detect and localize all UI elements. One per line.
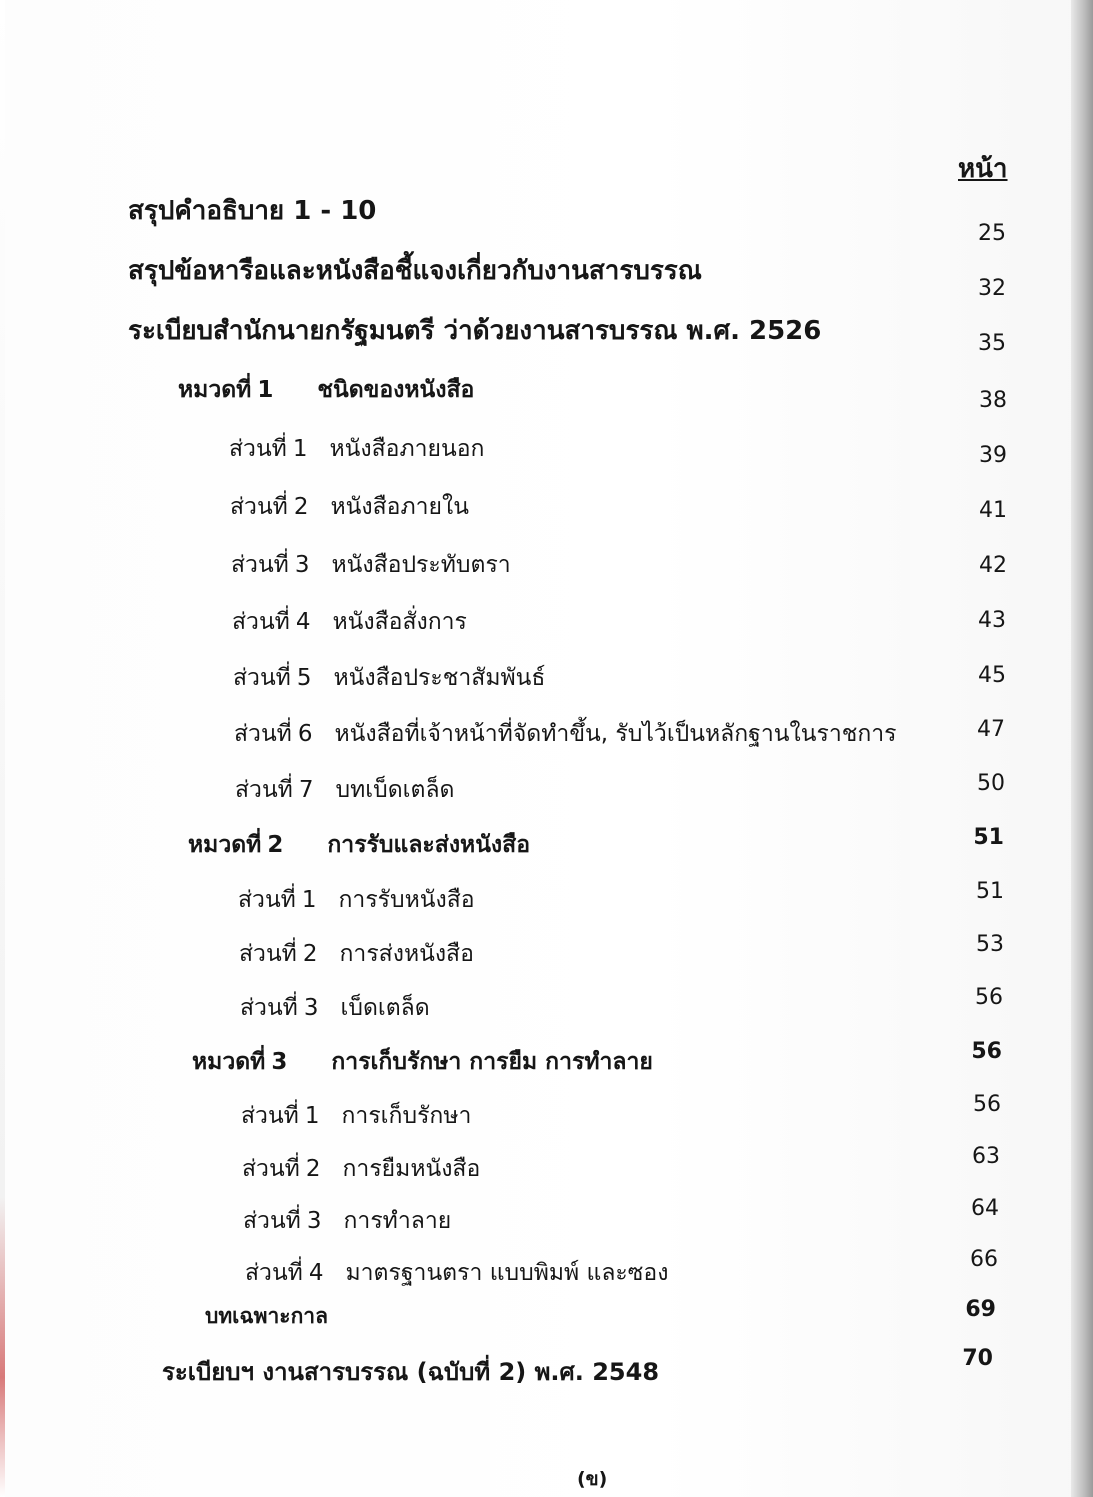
toc-page-number: 70 [962,1346,993,1371]
toc-page-number: 69 [965,1297,996,1322]
section-label: ส่วนที่ [239,941,297,967]
toc-page-number: 53 [976,932,1004,957]
section-number: 7 [298,777,314,803]
section-number: 2 [302,941,318,967]
chapter-number: 2 [267,832,284,858]
section-title: หนังสือที่เจ้าหน้าที่จัดทำขึ้น, รับไว้เป็นหลักฐานในราชการ [334,721,897,747]
section-number: 6 [297,721,313,747]
chapter-title: การรับและส่งหนังสือ [327,832,531,858]
toc-section [242,1151,480,1187]
toc-page-number: 56 [971,1039,1002,1064]
section-number: 2 [305,1156,321,1182]
section-label: ส่วนที่ [234,721,292,747]
chapter-title: การเก็บรักษา การยืม การทำลาย [331,1049,653,1075]
section-title: หนังสือภายใน [330,494,469,520]
section-title: เบ็ดเตล็ด [340,995,430,1021]
toc-section [234,716,897,752]
section-label: ส่วนที่ [230,494,288,520]
toc-entry-transitional: บทเฉพาะกาล [205,1304,328,1328]
toc-page-number: 56 [973,1092,1001,1117]
toc-page-number: 63 [972,1144,1000,1169]
section-number: 1 [304,1103,320,1129]
page-left-edge [0,0,5,1497]
toc-entry-regulation-2548: ระเบียบฯ งานสารบรรณ (ฉบับที่ 2) พ.ศ. 2548 [162,1358,660,1386]
toc-page-number: 41 [979,498,1007,523]
section-label: ส่วนที่ [229,436,287,462]
toc-page-number: 51 [976,879,1004,904]
section-label: ส่วนที่ [232,609,290,635]
toc-section [232,604,467,640]
section-title: การส่งหนังสือ [339,941,474,967]
toc-section [235,772,454,808]
toc-page-number: 35 [978,331,1006,356]
toc-section [245,1255,668,1291]
toc-page-number: 45 [978,663,1006,688]
section-title: หนังสือประทับตรา [331,552,511,578]
toc-page-number: 25 [978,221,1006,246]
chapter-number: 1 [257,377,274,403]
toc-page-number: 32 [978,276,1006,301]
toc-chapter-1 [178,372,474,408]
section-number: 4 [308,1260,324,1286]
section-title: การรับหนังสือ [338,887,475,913]
toc-section [239,936,474,972]
toc-section [240,990,430,1026]
section-number: 3 [294,552,310,578]
section-label: ส่วนที่ [243,1208,301,1234]
page-footer-number: (ข) [577,1468,608,1490]
section-title: บทเบ็ดเตล็ด [335,777,455,803]
toc-entry-summary-explanations: สรุปคำอธิบาย 1 - 10 [128,196,377,226]
toc-page-number: 66 [970,1247,998,1272]
toc-page-number: 47 [977,717,1005,742]
page-column-header: หน้า [958,154,1008,184]
page-right-edge [1071,0,1093,1497]
section-title: หนังสือประชาสัมพันธ์ [333,665,546,691]
section-number: 5 [296,665,312,691]
toc-page-number: 56 [975,985,1003,1010]
section-title: การยืมหนังสือ [342,1156,481,1182]
chapter-title: ชนิดของหนังสือ [317,377,475,403]
toc-section [233,660,545,696]
section-title: การเก็บรักษา [341,1103,472,1129]
toc-page-number: 39 [979,443,1007,468]
section-label: ส่วนที่ [238,887,296,913]
section-number: 2 [293,494,309,520]
chapter-label: หมวดที่ [192,1049,266,1075]
section-number: 3 [306,1208,322,1234]
toc-section [231,547,511,583]
toc-page-number: 51 [973,825,1004,850]
toc-entry-regulation-2526: ระเบียบสำนักนายกรัฐมนตรี ว่าด้วยงานสารบรรณ พ.ศ. 2526 [128,316,822,346]
toc-page-number: 42 [979,553,1007,578]
section-number: 4 [295,609,311,635]
section-label: ส่วนที่ [240,995,298,1021]
toc-section [243,1203,451,1239]
toc-page-number: 64 [971,1196,999,1221]
toc-page-number: 43 [978,608,1006,633]
section-title: มาตรฐานตรา แบบพิมพ์ และซอง [345,1260,669,1286]
chapter-number: 3 [271,1049,288,1075]
toc-page-number: 50 [977,771,1005,796]
section-label: ส่วนที่ [245,1260,303,1286]
toc-section [230,489,469,525]
toc-chapter-2 [188,827,530,863]
chapter-label: หมวดที่ [188,832,262,858]
section-title: หนังสือสั่งการ [332,609,467,635]
section-number: 1 [301,887,317,913]
section-label: ส่วนที่ [235,777,293,803]
section-title: หนังสือภายนอก [329,436,485,462]
section-title: การทำลาย [343,1208,452,1234]
toc-section [241,1098,471,1134]
section-label: ส่วนที่ [241,1103,299,1129]
section-label: ส่วนที่ [233,665,291,691]
toc-entry-summary-consultations: สรุปข้อหารือและหนังสือชี้แจงเกี่ยวกับงานสารบรรณ [128,256,702,286]
toc-section [238,882,475,918]
toc-chapter-3 [192,1044,653,1080]
chapter-label: หมวดที่ [178,377,252,403]
toc-section [229,431,484,467]
section-label: ส่วนที่ [231,552,289,578]
section-number: 3 [303,995,319,1021]
section-label: ส่วนที่ [242,1156,300,1182]
toc-page-number: 38 [979,388,1007,413]
section-number: 1 [292,436,308,462]
